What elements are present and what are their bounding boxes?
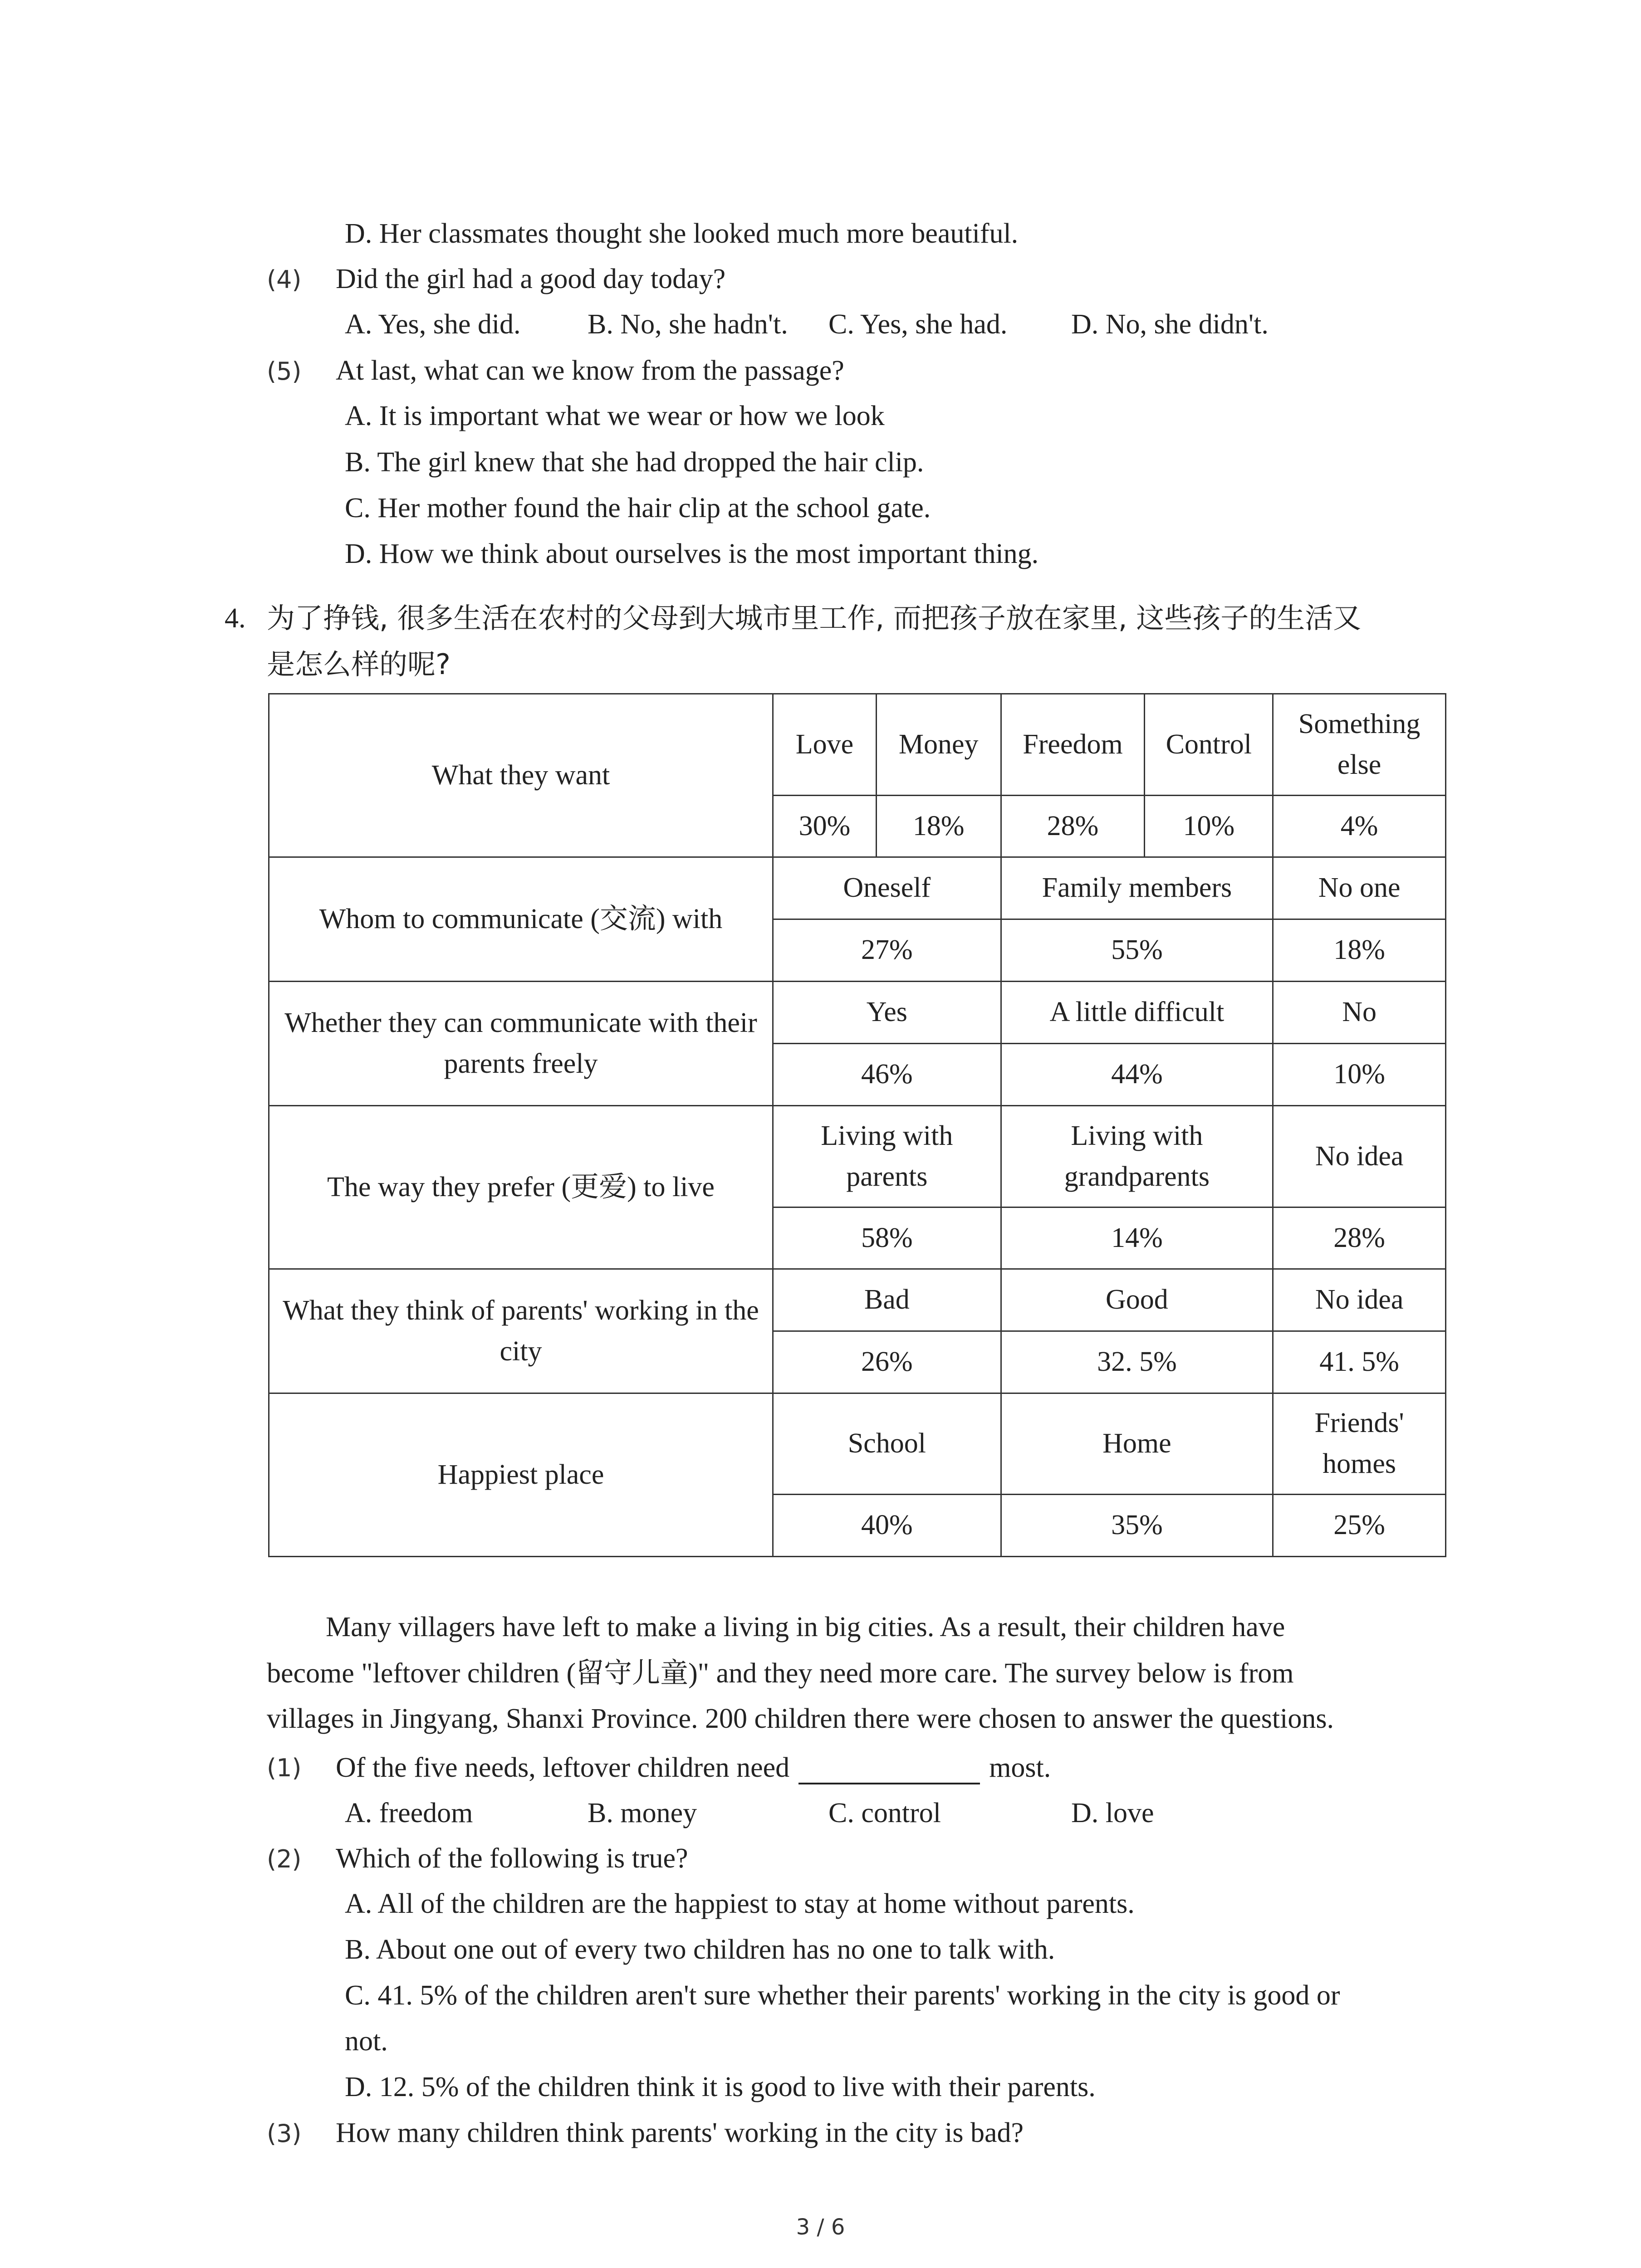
value-love: 30% — [773, 796, 877, 857]
value-family-members: 55% — [1001, 919, 1273, 982]
header-no-idea-2: No idea — [1273, 1269, 1446, 1331]
q4-prev-option-b: B. No, she hadn't. — [588, 309, 788, 340]
table-row — [269, 857, 1446, 919]
value-no: 10% — [1273, 1044, 1446, 1106]
q3-number: (3) — [267, 2119, 302, 2148]
q2-option-b: B. About one out of every two children has no one to talk with. — [345, 1934, 1055, 1965]
q2-number: (2) — [267, 1845, 302, 1873]
passage-line1: Many villagers have left to make a living in big cities. As a result, their children have — [326, 1612, 1285, 1642]
prev-option-d: D. Her classmates thought she looked much more beautiful. — [345, 218, 1019, 249]
header-living-with-grandparents: Living with grandparents — [1001, 1106, 1273, 1207]
table-row — [269, 694, 1446, 796]
value-living-with-parents: 58% — [773, 1207, 1001, 1269]
row-label-communicate: Whom to communicate (交流) with — [269, 857, 773, 982]
q4-prev-option-c: C. Yes, she had. — [828, 309, 1008, 340]
value-good: 32. 5% — [1001, 1331, 1273, 1393]
q5-prev-option-a: A. It is important what we wear or how we look — [345, 401, 885, 431]
section-4-intro-line1: 为了挣钱, 很多生活在农村的父母到大城市里工作, 而把孩子放在家里, 这些孩子的生活又 — [267, 601, 1362, 635]
value-yes: 46% — [773, 1044, 1001, 1106]
table-row — [269, 1393, 1446, 1495]
q1-option-a: A. freedom — [345, 1798, 473, 1828]
q2-text: Which of the following is true? — [336, 1843, 688, 1874]
q5-prev-number: (5) — [267, 357, 302, 386]
row-label-happiest-place: Happiest place — [269, 1393, 773, 1557]
header-friends-homes: Friends' homes — [1273, 1393, 1446, 1495]
value-a-little-difficult: 44% — [1001, 1044, 1273, 1106]
header-bad: Bad — [773, 1269, 1001, 1331]
value-oneself: 27% — [773, 919, 1001, 982]
header-no-one: No one — [1273, 857, 1446, 919]
q3-text: How many children think parents' working in the city is bad? — [336, 2117, 1024, 2148]
header-good: Good — [1001, 1269, 1273, 1331]
q1-option-c: C. control — [828, 1798, 941, 1828]
value-freedom: 28% — [1001, 796, 1145, 857]
header-love: Love — [773, 694, 877, 796]
section-4-intro-line2: 是怎么样的呢? — [267, 648, 451, 681]
q2-option-c-cont: not. — [345, 2026, 388, 2057]
table-row — [269, 1269, 1446, 1331]
value-something-else: 4% — [1273, 796, 1446, 857]
value-home: 35% — [1001, 1495, 1273, 1557]
q5-prev-option-d: D. How we think about ourselves is the most important thing. — [345, 538, 1039, 569]
q1-option-d: D. love — [1071, 1798, 1154, 1828]
value-no-idea: 28% — [1273, 1207, 1446, 1269]
q2-option-a: A. All of the children are the happiest to stay at home without parents. — [345, 1888, 1135, 1919]
section-4-number: 4. — [225, 603, 246, 634]
q4-prev-number: (4) — [267, 265, 302, 294]
header-living-with-parents: Living with parents — [773, 1106, 1001, 1207]
q1-option-b: B. money — [588, 1798, 697, 1828]
value-friends-homes: 25% — [1273, 1495, 1446, 1557]
q1-stem — [336, 1751, 1051, 1784]
table-row — [269, 1106, 1446, 1207]
q2-option-c: C. 41. 5% of the children aren't sure whether their parents' working in the city is good or — [345, 1980, 1340, 2011]
survey-table — [268, 693, 1446, 1557]
value-control: 10% — [1145, 796, 1273, 857]
value-school: 40% — [773, 1495, 1001, 1557]
header-a-little-difficult: A little difficult — [1001, 982, 1273, 1044]
header-no: No — [1273, 982, 1446, 1044]
q4-prev-text: Did the girl had a good day today? — [336, 264, 726, 294]
header-money: Money — [876, 694, 1001, 796]
q1-answer-blank[interactable] — [798, 1756, 980, 1784]
q5-prev-option-c: C. Her mother found the hair clip at the school gate. — [345, 493, 931, 523]
header-family-members: Family members — [1001, 857, 1273, 919]
row-label-communicate-freely: Whether they can communicate with their parents freely — [269, 982, 773, 1106]
q4-prev-option-a: A. Yes, she did. — [345, 309, 521, 340]
header-control: Control — [1145, 694, 1273, 796]
value-living-with-grandparents: 14% — [1001, 1207, 1273, 1269]
header-oneself: Oneself — [773, 857, 1001, 919]
header-no-idea: No idea — [1273, 1106, 1446, 1207]
row-label-parents-working: What they think of parents' working in the city — [269, 1269, 773, 1393]
q2-option-d: D. 12. 5% of the children think it is good to live with their parents. — [345, 2072, 1096, 2102]
passage-line2: become "leftover children (留守儿童)" and they need more care. The survey below is from — [267, 1658, 1294, 1689]
value-no-idea-2: 41. 5% — [1273, 1331, 1446, 1393]
header-freedom: Freedom — [1001, 694, 1145, 796]
q5-prev-text: At last, what can we know from the passage? — [336, 355, 844, 386]
value-money: 18% — [876, 796, 1001, 857]
table-row — [269, 982, 1446, 1044]
q1-text-before: Of the five needs, leftover children need — [336, 1752, 790, 1783]
value-bad: 26% — [773, 1331, 1001, 1393]
q1-text-after: most. — [989, 1752, 1051, 1783]
row-label-prefer-to-live: The way they prefer (更爱) to live — [269, 1106, 773, 1269]
page-number: 3 / 6 — [796, 2214, 845, 2240]
row-label-what-they-want: What they want — [269, 694, 773, 857]
header-yes: Yes — [773, 982, 1001, 1044]
header-home: Home — [1001, 1393, 1273, 1495]
q4-prev-option-d: D. No, she didn't. — [1071, 309, 1269, 340]
passage-line3: villages in Jingyang, Shanxi Province. 200 children there were chosen to answer the questions. — [267, 1703, 1334, 1734]
q1-number: (1) — [267, 1754, 302, 1782]
value-no-one: 18% — [1273, 919, 1446, 982]
q5-prev-option-b: B. The girl knew that she had dropped the hair clip. — [345, 447, 924, 478]
header-something-else: Something else — [1273, 694, 1446, 796]
header-school: School — [773, 1393, 1001, 1495]
